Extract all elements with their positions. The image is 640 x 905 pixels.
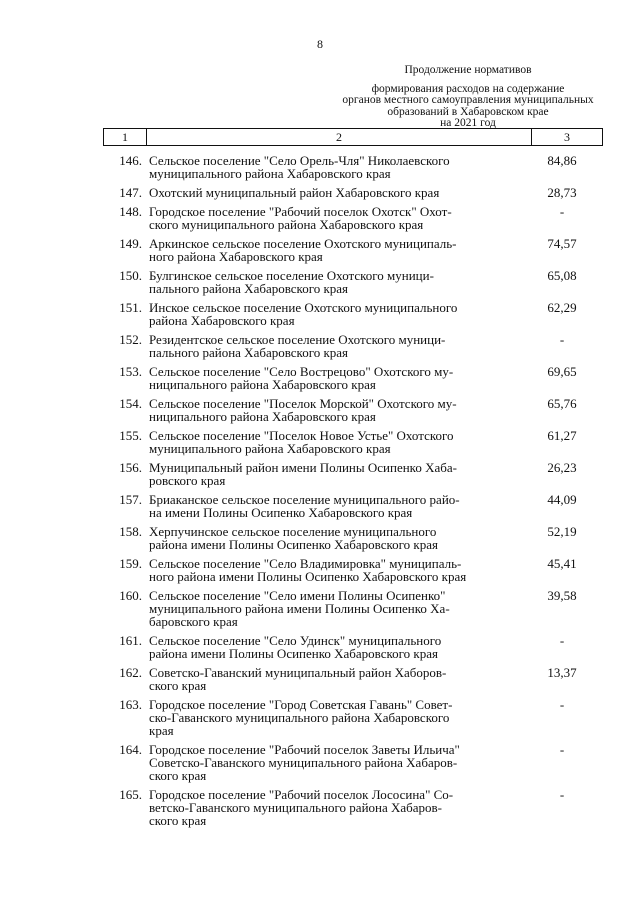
municipality-name-line: ского муниципального района Хабаровского края	[149, 217, 424, 232]
norm-value: -	[559, 742, 565, 757]
municipality-name	[149, 525, 509, 551]
table-row	[103, 205, 603, 231]
municipality-name-line: ного района Хабаровского края	[149, 249, 323, 264]
norm-value: 28,73	[547, 185, 577, 200]
municipality-name	[149, 666, 509, 692]
continuation-line-1: Продолжение нормативов	[404, 64, 532, 76]
municipality-name-line: Охотский муниципальный район Хабаровского края	[149, 185, 440, 200]
municipality-name-line: ниципального района Хабаровского края	[149, 409, 376, 424]
municipality-name	[149, 788, 509, 827]
row-number: 155.	[119, 428, 142, 443]
continuation-line-2: формирования расходов на содержание	[371, 82, 565, 95]
row-number: 151.	[119, 300, 142, 315]
municipality-name-line: муниципального района Хабаровского края	[149, 166, 391, 181]
municipality-name-line: ниципального района Хабаровского края	[149, 377, 376, 392]
municipality-name-line: ско-Гаванского муниципального района Хабаровского	[149, 710, 450, 725]
norm-value: -	[559, 332, 565, 347]
row-number: 149.	[119, 236, 142, 251]
norm-value: 62,29	[547, 300, 577, 315]
municipality-name-line: Городское поселение "Рабочий поселок Охотск" Охот-	[149, 204, 452, 219]
municipality-name	[149, 493, 509, 519]
table-row	[103, 397, 603, 423]
row-number: 161.	[119, 633, 142, 648]
municipality-name-line: Городское поселение "Город Советская Гавань" Совет-	[149, 697, 453, 712]
municipality-name-line: ского края	[149, 678, 207, 693]
table-row	[103, 698, 603, 737]
municipality-name-line: пального района Хабаровского края	[149, 345, 349, 360]
table-row	[103, 461, 603, 487]
municipality-name-line: Сельское поселение "Поселок Морской" Охотского му-	[149, 396, 457, 411]
norm-value: 65,08	[547, 268, 577, 283]
row-number: 157.	[119, 492, 142, 507]
continuation-line-5: на 2021 год	[440, 117, 496, 129]
municipality-name	[149, 429, 509, 455]
column-header-1: 1	[104, 129, 147, 146]
municipality-name-line: края	[149, 723, 174, 738]
municipality-name	[149, 269, 509, 295]
municipality-name-line: Сельское поселение "Поселок Новое Устье" Охотского	[149, 428, 454, 443]
table-row	[103, 634, 603, 660]
municipality-name	[149, 743, 509, 782]
norm-value: 52,19	[547, 524, 577, 539]
norm-value: 44,09	[547, 492, 577, 507]
municipality-name-line: Аркинское сельское поселение Охотского муниципаль-	[149, 236, 457, 251]
norm-value: 74,57	[547, 236, 577, 251]
table-row	[103, 429, 603, 455]
table-row	[103, 788, 603, 827]
row-number: 150.	[119, 268, 142, 283]
municipality-name	[149, 237, 509, 263]
municipality-name-line: ного района имени Полины Осипенко Хабаровского края	[149, 569, 467, 584]
table-row	[103, 365, 603, 391]
row-number: 159.	[119, 556, 142, 571]
table-row	[103, 301, 603, 327]
municipality-name-line: Сельское поселение "Село Удинск" муниципального	[149, 633, 442, 648]
municipality-name-line: Сельское поселение "Село Вострецово" Охотского му-	[149, 364, 454, 379]
municipality-name-line: района имени Полины Осипенко Хабаровского края	[149, 537, 438, 552]
column-header-3: 3	[532, 129, 603, 146]
page-number: 8	[317, 37, 323, 51]
municipality-name-line: Советско-Гаванского муниципального района Хабаров-	[149, 755, 458, 770]
municipality-name-line: Сельское поселение "Село Орель-Чля" Николаевского	[149, 153, 450, 168]
norm-value: 65,76	[547, 396, 577, 411]
municipality-name-line: района Хабаровского края	[149, 313, 295, 328]
table-row	[103, 186, 603, 199]
row-number: 152.	[119, 332, 142, 347]
municipality-name-line: района имени Полины Осипенко Хабаровского края	[149, 646, 438, 661]
norm-value: 61,27	[547, 428, 577, 443]
municipality-name-line: Сельское поселение "Село имени Полины Осипенко"	[149, 588, 446, 603]
municipality-name-line: Городское поселение "Рабочий поселок Заветы Ильича"	[149, 742, 460, 757]
table-row	[103, 743, 603, 782]
norm-value: -	[559, 697, 565, 712]
row-number: 162.	[119, 665, 142, 680]
municipality-name-line: Булгинское сельское поселение Охотского муници-	[149, 268, 434, 283]
municipality-name-line: муниципального района Хабаровского края	[149, 441, 391, 456]
table-row	[103, 269, 603, 295]
table-row	[103, 237, 603, 263]
norm-value: 84,86	[547, 153, 577, 168]
table-row	[103, 154, 603, 180]
table-row	[103, 666, 603, 692]
norm-value: -	[559, 633, 565, 648]
norm-value: -	[559, 787, 565, 802]
municipality-name-line: Муниципальный район имени Полины Осипенко Хаба-	[149, 460, 457, 475]
norm-value: 45,41	[547, 556, 577, 571]
municipality-name-line: Сельское поселение "Село Владимировка" муниципаль-	[149, 556, 462, 571]
table-body	[103, 154, 603, 833]
continuation-line-4: образований в Хабаровском крае	[387, 105, 549, 118]
municipality-name-line: Бриаканское сельское поселение муниципального райо-	[149, 492, 460, 507]
norm-value: 39,58	[547, 588, 577, 603]
column-header-2: 2	[147, 129, 532, 146]
column-header-table	[103, 128, 603, 146]
norm-value: 13,37	[547, 665, 577, 680]
continuation-line-3: органов местного самоуправления муниципальных	[342, 94, 594, 106]
column-header-row	[104, 129, 603, 146]
municipality-name-line: Херпучинское сельское поселение муниципального	[149, 524, 437, 539]
municipality-name	[149, 365, 509, 391]
municipality-name	[149, 461, 509, 487]
norm-value: -	[559, 204, 565, 219]
municipality-name	[149, 557, 509, 583]
municipality-name	[149, 333, 509, 359]
municipality-name	[149, 589, 509, 628]
row-number: 153.	[119, 364, 142, 379]
municipality-name-line: ского края	[149, 768, 207, 783]
municipality-name	[149, 397, 509, 423]
row-number: 148.	[119, 204, 142, 219]
table-row	[103, 557, 603, 583]
norm-value: 26,23	[547, 460, 577, 475]
continuation-heading	[318, 65, 618, 130]
municipality-name-line: баровского края	[149, 614, 238, 629]
row-number: 146.	[119, 153, 142, 168]
table-row	[103, 525, 603, 551]
row-number: 158.	[119, 524, 142, 539]
norm-value: 69,65	[547, 364, 577, 379]
municipality-name-line: на имени Полины Осипенко Хабаровского края	[149, 505, 413, 520]
row-number: 147.	[119, 185, 142, 200]
municipality-name-line: ветско-Гаванского муниципального района Хабаров-	[149, 800, 443, 815]
municipality-name	[149, 301, 509, 327]
municipality-name-line: муниципального района имени Полины Осипенко Ха-	[149, 601, 450, 616]
row-number: 165.	[119, 787, 142, 802]
table-row	[103, 333, 603, 359]
municipality-name-line: Инское сельское поселение Охотского муниципального	[149, 300, 458, 315]
municipality-name-line: ровского края	[149, 473, 226, 488]
municipality-name	[149, 634, 509, 660]
municipality-name	[149, 186, 509, 199]
row-number: 164.	[119, 742, 142, 757]
row-number: 163.	[119, 697, 142, 712]
row-number: 154.	[119, 396, 142, 411]
row-number: 160.	[119, 588, 142, 603]
row-number: 156.	[119, 460, 142, 475]
municipality-name-line: Советско-Гаванский муниципальный район Хаборов-	[149, 665, 447, 680]
municipality-name-line: Городское поселение "Рабочий поселок Лососина" Со-	[149, 787, 454, 802]
municipality-name	[149, 205, 509, 231]
table-row	[103, 589, 603, 628]
municipality-name	[149, 698, 509, 737]
municipality-name-line: пального района Хабаровского края	[149, 281, 349, 296]
municipality-name	[149, 154, 509, 180]
municipality-name-line: ского края	[149, 813, 207, 828]
table-row	[103, 493, 603, 519]
municipality-name-line: Резидентское сельское поселение Охотского муници-	[149, 332, 446, 347]
